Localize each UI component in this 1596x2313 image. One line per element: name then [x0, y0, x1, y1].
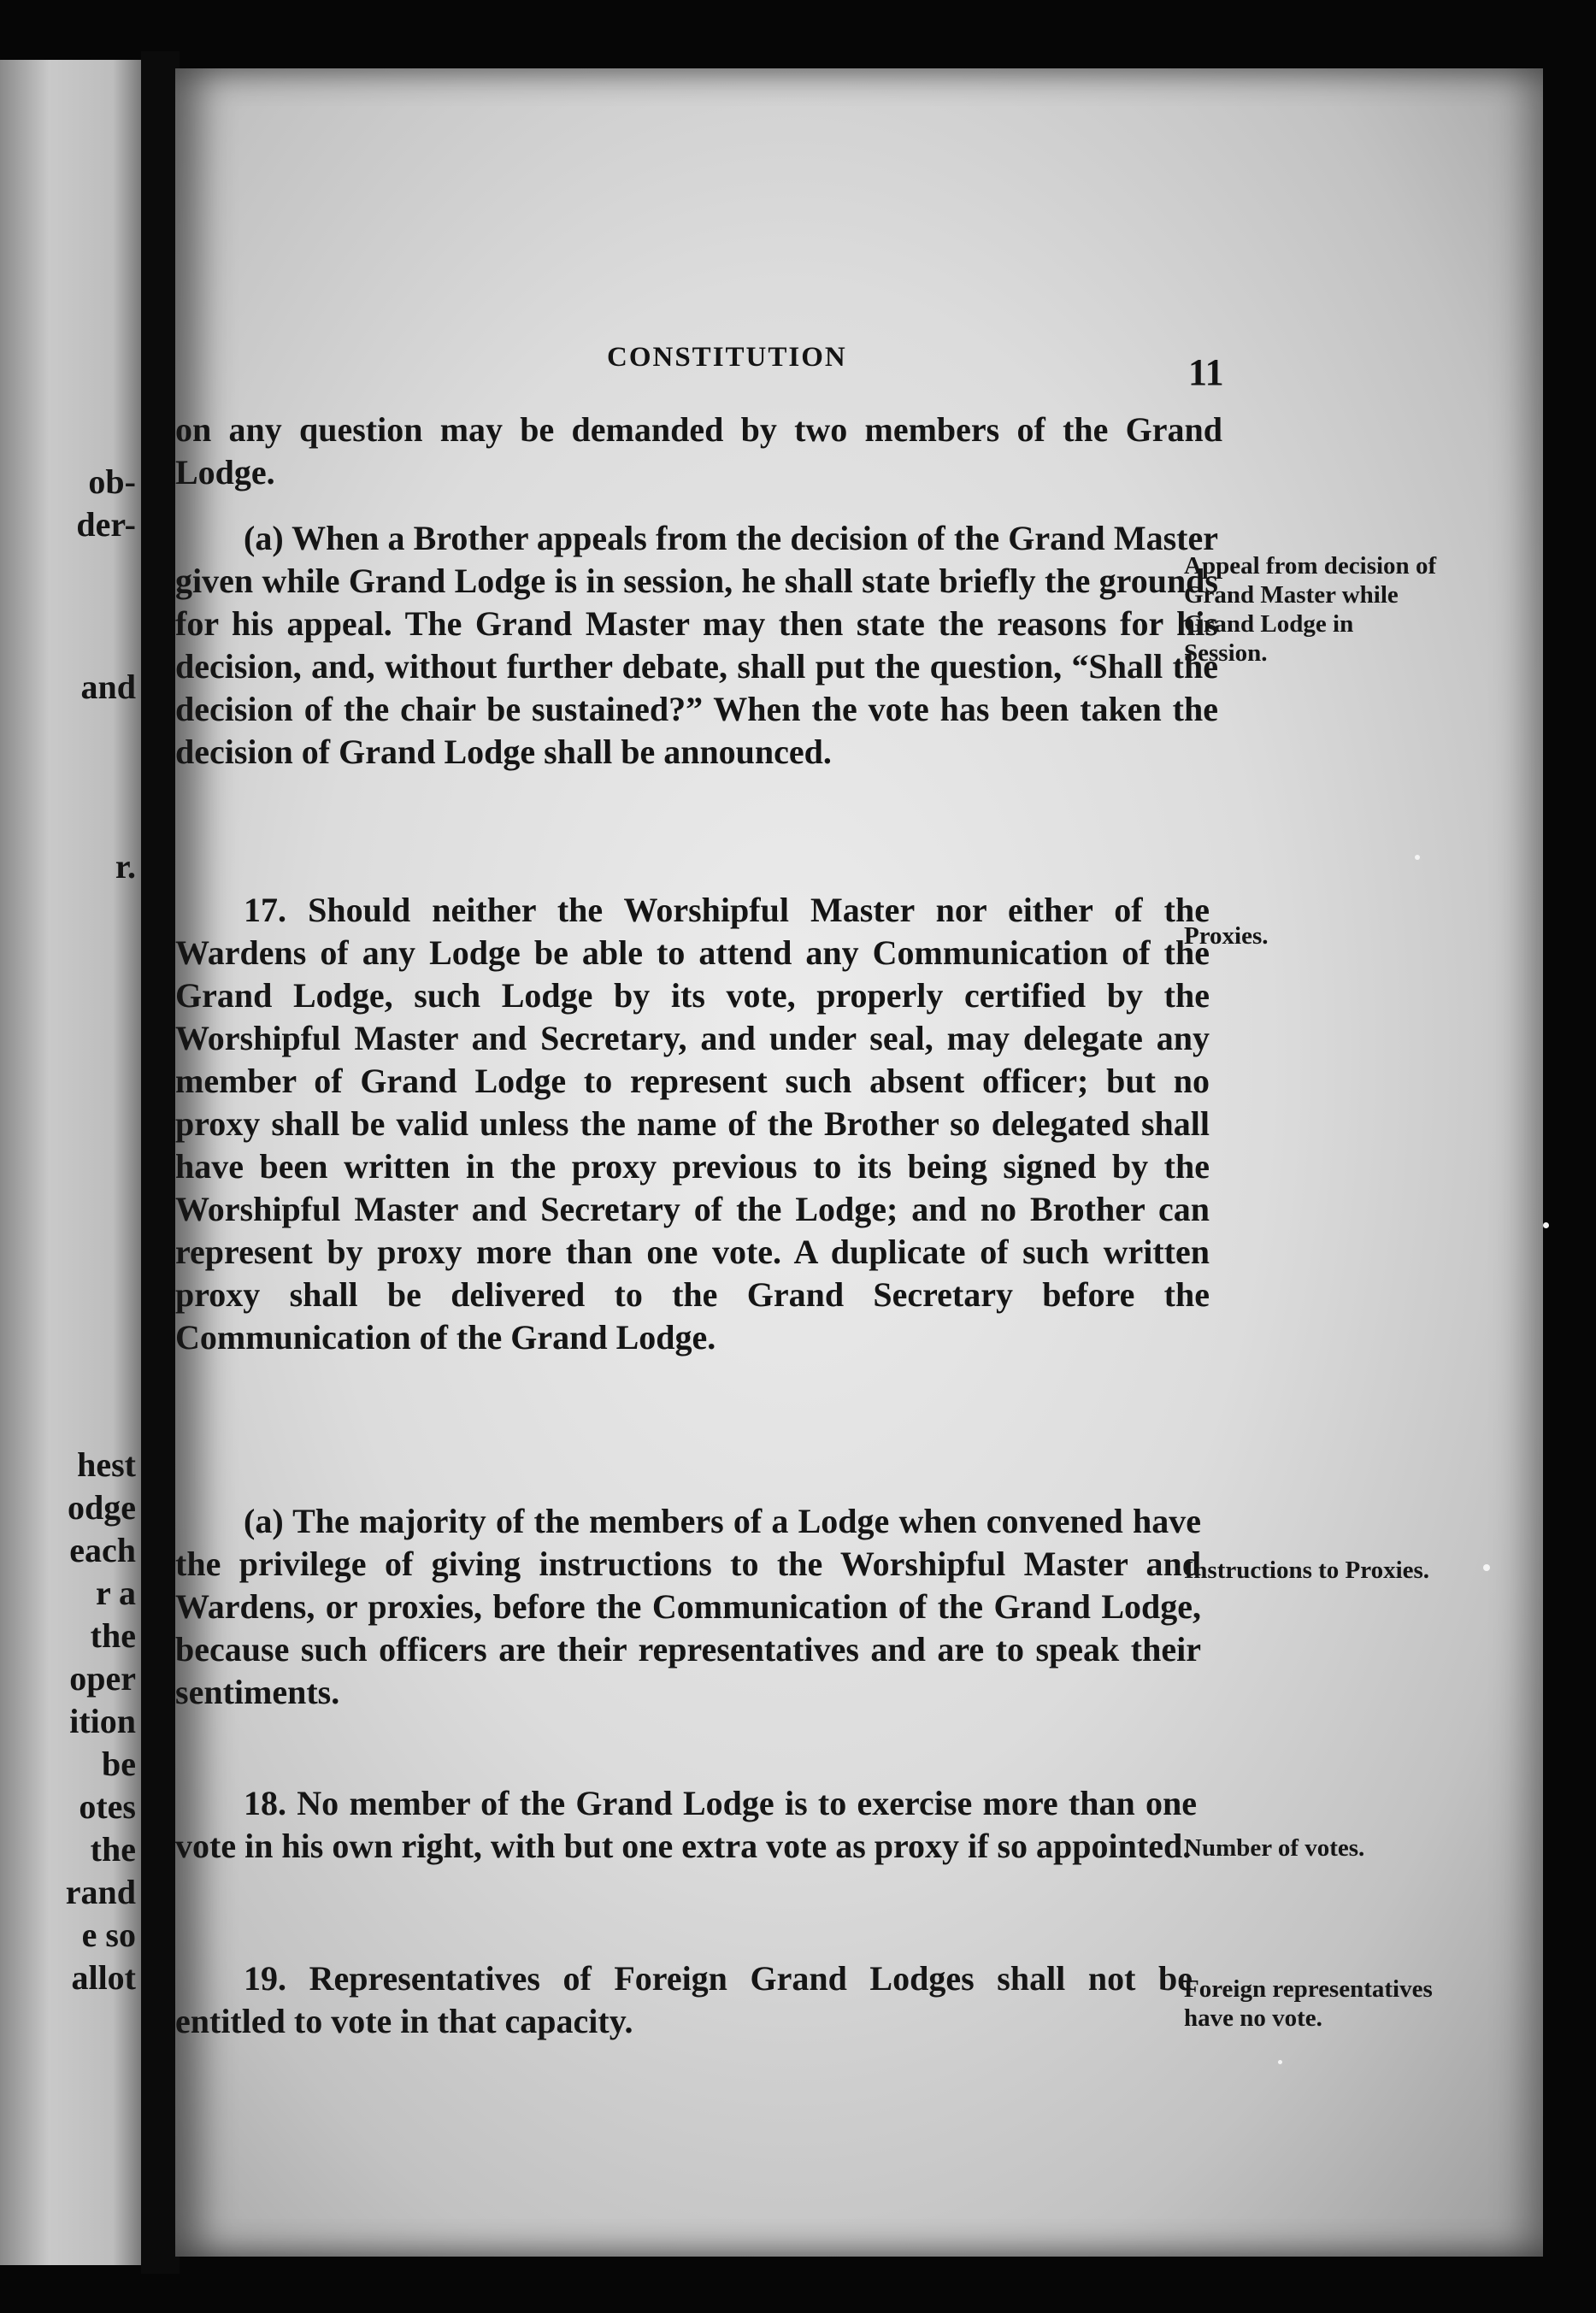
- paragraph-appeal: (a) When a Brother appeals from the decision of the Grand Master given while Grand Lodge is in session, he shall state briefly the grounds for his appeal. The Grand Master may then state the reasons for his decision, and, without further debate, shall put the question, “Shall the decision of the chair be sustained?” When the vote has been taken the decision of Grand Lodge shall be announced.: [175, 519, 1218, 771]
- left-page-text-fragment: otes: [79, 1787, 136, 1826]
- left-page-text-fragment: allot: [71, 1958, 136, 1997]
- left-page-text-fragment: the: [90, 1616, 136, 1655]
- left-page-text-fragment: and: [80, 668, 136, 706]
- left-page-text-fragment: der-: [76, 505, 136, 544]
- paragraph-section-17: 17. Should neither the Worshipful Master nor either of the Wardens of any Lodge be able to attend any Communication of the Grand Lodge, such Lodge by its vote, properly certified by the Worshipful Master and Secretary, and under seal, may delegate any member of Grand Lodge to represent such absent officer; but no proxy shall be valid unless the name of the Brother so delegated shall have been written in the proxy previous to its being signed by the Worshipful Master and Secretary of the Lodge; and no Brother can represent by proxy more than one vote. A duplicate of such written proxy shall be delivered to the Grand Secretary before the Communication of the Grand Lodge.: [175, 891, 1210, 1357]
- page-number: 11: [1188, 351, 1224, 393]
- margin-note-foreign-representatives: Foreign representatives have no vote.: [1184, 1975, 1433, 2032]
- scan-speck: [1543, 1222, 1549, 1228]
- margin-note-appeal: Appeal from decision of Grand Master while Grand Lodge in Session.: [1184, 552, 1437, 667]
- left-page-text-fragment: oper: [69, 1659, 136, 1698]
- left-page-text-fragment: ob-: [88, 462, 136, 501]
- adjacent-page-fragment: [0, 60, 141, 2265]
- left-page-text-fragment: ition: [69, 1702, 136, 1740]
- paragraph-continuation: on any question may be demanded by two members of the Grand Lodge.: [175, 410, 1222, 491]
- left-page-text-fragment: r.: [115, 847, 136, 886]
- left-page-text-fragment: hest: [77, 1445, 136, 1484]
- paragraph-section-18: 18. No member of the Grand Lodge is to exercise more than one vote in his own right, with but one extra vote as proxy if so appointed.: [175, 1784, 1197, 1865]
- scan-speck: [1483, 1564, 1490, 1571]
- scan-speck: [1415, 855, 1420, 860]
- margin-note-proxies: Proxies.: [1184, 922, 1269, 950]
- left-page-text-fragment: the: [90, 1830, 136, 1869]
- book-gutter: [141, 51, 180, 2274]
- margin-note-instructions: Instructions to Proxies.: [1184, 1557, 1430, 1584]
- left-page-text-fragment: r a: [95, 1574, 136, 1612]
- running-header: CONSTITUTION: [607, 342, 847, 373]
- left-page-text-fragment: rand: [65, 1873, 136, 1911]
- left-page-text-fragment: e so: [81, 1916, 136, 1954]
- left-page-text-fragment: odge: [68, 1488, 136, 1527]
- paragraph-section-19: 19. Representatives of Foreign Grand Lodges shall not be entitled to vote in that capacity.: [175, 1959, 1193, 2040]
- left-page-text-fragment: be: [102, 1745, 136, 1783]
- left-page-text-fragment: each: [69, 1531, 136, 1569]
- paragraph-instructions: (a) The majority of the members of a Lodge when convened have the privilege of giving instructions to the Worshipful Master and Wardens, or proxies, before the Communication of the Grand Lodge, because such officers are their representatives and are to speak their sentiments.: [175, 1502, 1201, 1711]
- scan-speck: [1278, 2060, 1282, 2064]
- margin-note-number-of-votes: Number of votes.: [1184, 1834, 1365, 1862]
